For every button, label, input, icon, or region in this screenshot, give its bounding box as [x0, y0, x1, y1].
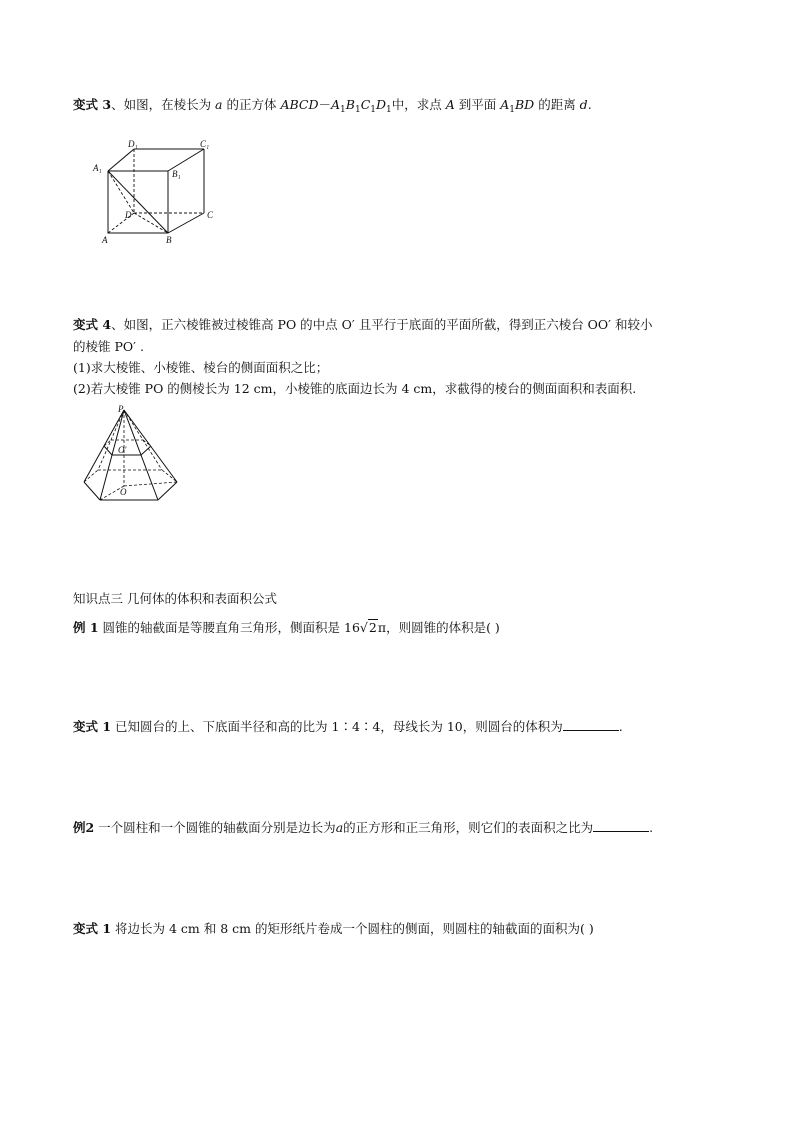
- cube-label-A: A: [102, 235, 108, 245]
- example1-question: 例 1 圆锥的轴截面是等腰直角三角形，侧面积是 16√2π，则圆锥的体积是( ): [73, 620, 500, 635]
- cube-label-D: D: [125, 210, 132, 220]
- variant4-question-line1: 变式 4、如图，正六棱锥被过棱锥高 PO 的中点 O′ 且平行于底面的平面所截，得到正六棱台 OO′ 和较小: [73, 317, 653, 332]
- cube-label-C: C: [207, 210, 214, 220]
- cube-label-B1: B₁: [172, 169, 181, 179]
- pyramid-label-O: O: [120, 487, 127, 497]
- variant1-question: 变式 1 已知圆台的上、下底面半径和高的比为 1∶4∶4，母线长为 10，则圆台的体积为 .: [73, 719, 623, 734]
- pyramid-label-P: P: [118, 404, 124, 414]
- variant4-part2: (2)若大棱锥 PO 的侧棱长为 12 cm，小棱锥的底面边长为 4 cm，求截得的棱台的侧面面积和表面积.: [73, 381, 637, 396]
- variant1-label: 变式 1: [73, 719, 112, 734]
- variant4-label: 变式 4: [73, 317, 112, 332]
- variant1b-label: 变式 1: [73, 921, 112, 936]
- cube-label-D1: D₁: [128, 139, 138, 149]
- pyramid-label-O-prime: O′: [118, 445, 127, 455]
- example1-label: 例 1: [73, 620, 99, 635]
- cube-label-C1: C₁: [200, 139, 210, 149]
- example2-label: 例2: [73, 820, 95, 835]
- variant3-label: 变式 3: [73, 97, 112, 112]
- variant3-question: 变式 3、如图，在棱长为 a 的正方体 $ABCD-A_1B_1C_1D_1$中，求点 A 到平面 $A_1BD$ 的距离 d.: [73, 97, 592, 115]
- example2-question: 例2 一个圆柱和一个圆锥的轴截面分别是边长为a的正方形和正三角形，则它们的表面积之比为 .: [73, 820, 654, 835]
- cube-label-A1: A₁: [93, 163, 102, 173]
- pyramid-figure: [78, 404, 188, 514]
- sqrt-symbol: √2: [359, 620, 377, 635]
- answer-blank[interactable]: [563, 719, 619, 731]
- variant1b-question: 变式 1 将边长为 4 cm 和 8 cm 的矩形纸片卷成一个圆柱的侧面，则圆柱的轴截面的面积为( ): [73, 921, 594, 936]
- cube-label-B: B: [166, 235, 172, 245]
- section-heading: 知识点三 几何体的体积和表面积公式: [73, 591, 277, 606]
- answer-blank[interactable]: [593, 820, 649, 832]
- variant4-part1: (1)求大棱锥、小棱锥、棱台的侧面面积之比；: [73, 360, 329, 375]
- variant4-question-line2: 的棱锥 PO′ .: [73, 339, 144, 354]
- cube-figure: [90, 138, 230, 248]
